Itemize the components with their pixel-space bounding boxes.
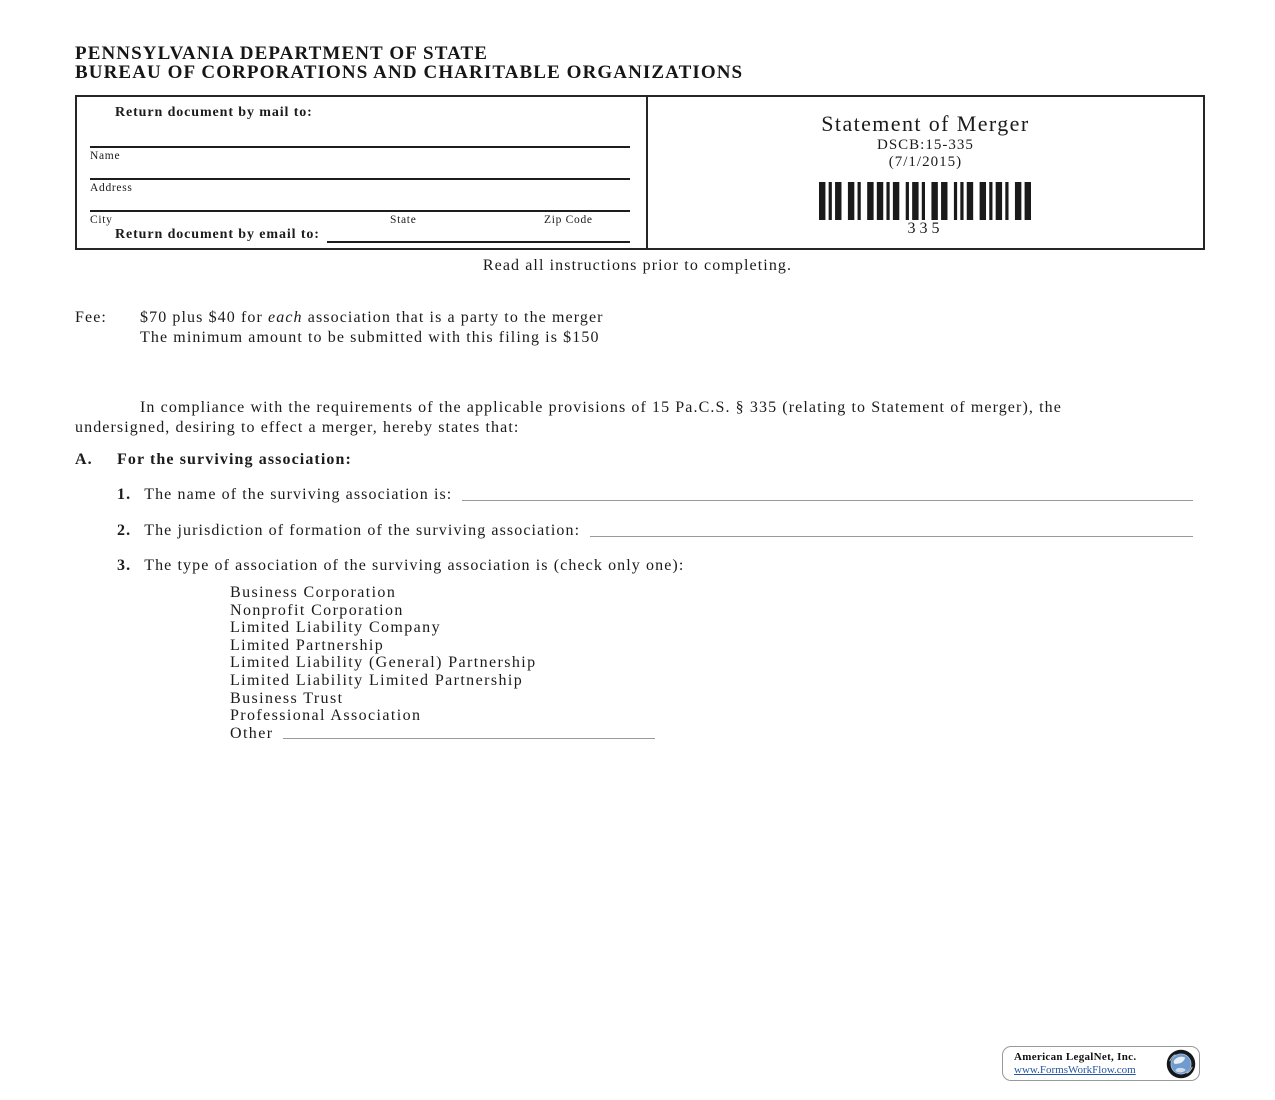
state-label: State <box>390 214 417 226</box>
email-input-line[interactable] <box>327 229 630 243</box>
association-type-option-lllp[interactable]: Limited Liability Limited Partnership <box>230 671 524 689</box>
address-label: Address <box>90 182 133 194</box>
fee-line1-emphasis: each <box>268 309 303 326</box>
return-mail-label: Return document by mail to: <box>115 105 313 120</box>
zip-code-label: Zip Code <box>544 214 593 226</box>
association-type-option-professional-association[interactable]: Professional Association <box>230 707 422 725</box>
legalnet-badge <box>1002 1046 1200 1081</box>
surviving-name-input-line[interactable] <box>462 500 1193 501</box>
jurisdiction-input-line[interactable] <box>590 536 1193 537</box>
item-2-text: The jurisdiction of formation of the surviving association: <box>144 522 581 539</box>
item-3-text: The type of association of the surviving association is (check only one): <box>144 557 685 574</box>
return-mail-section <box>77 97 648 248</box>
return-email-row <box>115 226 630 243</box>
fee-line1-post: association that is a party to the merger <box>302 309 604 326</box>
association-type-option-llc[interactable]: Limited Liability Company <box>230 619 441 637</box>
form-title-section <box>648 97 1203 248</box>
barcode-image <box>819 182 1031 220</box>
fee-line1-pre: $70 plus $40 for <box>140 309 269 326</box>
section-a-heading-text: For the surviving association: <box>117 451 352 468</box>
section-a-letter: A. <box>75 451 93 468</box>
form-title: Statement of Merger <box>821 111 1030 136</box>
item-association-type <box>117 556 1205 575</box>
fee-label: Fee: <box>75 309 107 326</box>
association-type-option-nonprofit-corporation[interactable]: Nonprofit Corporation <box>230 601 404 619</box>
barcode-caption: 335 <box>907 220 944 237</box>
association-type-list <box>230 584 1205 742</box>
other-input-line[interactable] <box>283 738 655 739</box>
legalnet-website-link[interactable]: www.FormsWorkFlow.com <box>1014 1063 1136 1076</box>
association-type-option-limited-partnership[interactable]: Limited Partnership <box>230 636 385 654</box>
globe-logo-icon <box>1166 1049 1196 1079</box>
item-1-number: 1. <box>117 486 132 503</box>
item-surviving-name <box>117 485 1205 504</box>
return-address-box <box>75 95 1205 250</box>
name-label: Name <box>90 150 121 162</box>
city-state-zip-input-line[interactable] <box>90 210 630 212</box>
item-jurisdiction <box>117 521 1205 540</box>
compliance-paragraph: In compliance with the requirements of the applicable provisions of 15 Pa.C.S. § 335 (relating to Statement of merger), the undersigned, desiring to effect a merger, hereby states that: <box>75 399 1062 436</box>
barcode-335 <box>648 182 1203 220</box>
item-1-text: The name of the surviving association is: <box>144 486 453 503</box>
association-type-option-llp[interactable]: Limited Liability (General) Partnership <box>230 654 537 672</box>
section-a <box>75 450 1205 742</box>
address-input-line[interactable] <box>90 178 630 180</box>
association-type-option-other[interactable] <box>230 725 1205 743</box>
item-2-number: 2. <box>117 522 132 539</box>
fee-block <box>75 308 604 347</box>
name-input-line[interactable] <box>90 146 630 148</box>
return-email-label: Return document by email to: <box>115 227 320 242</box>
city-label: City <box>90 214 113 226</box>
item-3-number: 3. <box>117 557 132 574</box>
association-type-option-business-trust[interactable]: Business Trust <box>230 689 344 707</box>
department-header <box>75 44 1215 82</box>
department-name-line2: BUREAU OF CORPORATIONS AND CHARITABLE ORGANIZATIONS <box>75 62 744 83</box>
section-a-heading <box>75 450 1205 469</box>
legalnet-company: American LegalNet, Inc. <box>1014 1050 1137 1063</box>
fee-line2: The minimum amount to be submitted with this filing is $150 <box>140 328 600 346</box>
department-name-line1: PENNSYLVANIA DEPARTMENT OF STATE <box>75 43 489 64</box>
legalnet-badge-text <box>1014 1051 1166 1077</box>
form-code: DSCB:15-335 <box>877 137 974 153</box>
form-revision-date: (7/1/2015) <box>888 154 963 170</box>
other-label: Other <box>230 724 274 742</box>
instructions-note: Read all instructions prior to completing. <box>482 257 793 274</box>
fee-line1 <box>140 308 604 328</box>
association-type-option-business-corporation[interactable]: Business Corporation <box>230 584 397 601</box>
fee-text <box>140 308 604 347</box>
